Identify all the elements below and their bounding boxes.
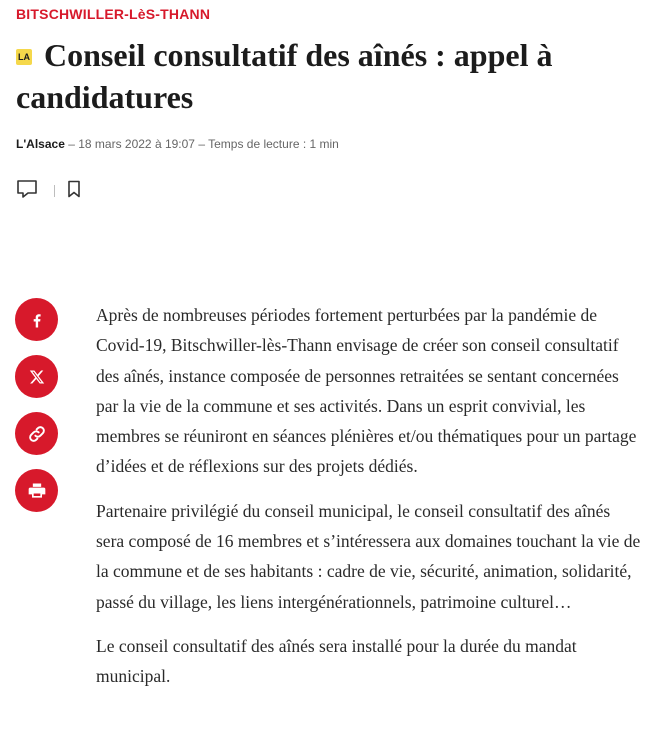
comment-icon[interactable] [16, 179, 38, 204]
reading-time: – Temps de lecture : 1 min [194, 137, 339, 151]
facebook-icon [28, 311, 46, 329]
x-icon [29, 369, 45, 385]
link-icon [27, 424, 47, 444]
title-row [16, 34, 636, 118]
bookmark-icon[interactable] [67, 180, 81, 203]
article-paragraph: Le conseil consultatif des aînés sera installé pour la durée du mandat municipal. [96, 635, 577, 687]
article-paragraph: Partenaire privilégié du conseil municipal, le conseil consultatif des aînés sera composé de 16 membres et s’intéressera aux domaines touchant la vie de la commune et de ses habitants : cadre de vie, sécurité, animation, solidarité, passé du village, les liens intergénérationnels, patrimoine culturel… [96, 500, 641, 612]
article-source[interactable]: L'Alsace [16, 137, 65, 151]
article-actions [16, 179, 81, 203]
article-title: Conseil consultatif des aînés : appel à candidatures [16, 37, 553, 115]
article-meta [16, 137, 339, 151]
article-paragraph: Après de nombreuses périodes fortement perturbées par la pandémie de Covid-19, Bitschwiller-lès-Thann envisage de créer son conseil consultatif des aînés, instance composée de personnes retraitées se sentant concernées par la vie de la commune et ses activités. Dans un esprit convivial, les membres se réuniront en séances plénières et/ou thématiques pour un partage d’idées et de réflexions sur des projets dédiés. [96, 305, 637, 477]
actions-divider [54, 185, 55, 197]
share-bar [15, 298, 58, 526]
article-date: – 18 mars 2022 à 19:07 [64, 137, 195, 151]
publisher-badge-icon: LA [16, 49, 32, 65]
share-facebook-button[interactable] [15, 298, 58, 341]
copy-link-button[interactable] [15, 412, 58, 455]
article-body [96, 300, 641, 706]
print-icon [27, 481, 47, 501]
article-kicker[interactable]: BITSCHWILLER-LèS-THANN [16, 6, 211, 22]
print-button[interactable] [15, 469, 58, 512]
share-x-button[interactable] [15, 355, 58, 398]
